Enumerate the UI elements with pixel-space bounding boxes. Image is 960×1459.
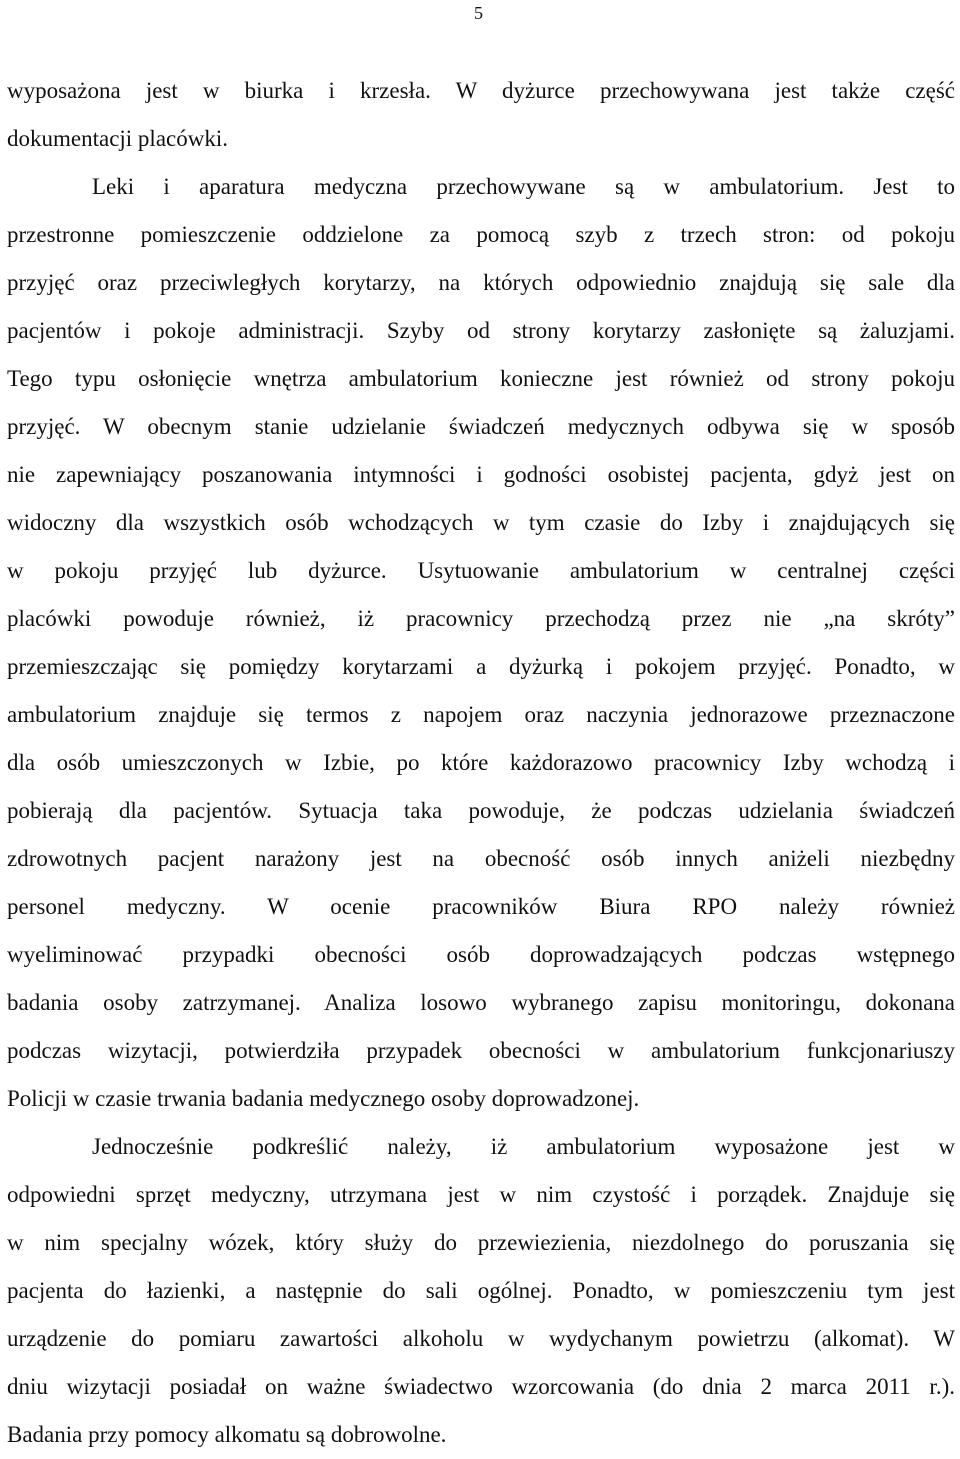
text-line: przestronne pomieszczenie oddzielone za pomocą szyb z trzech stron: od pokoju bbox=[7, 222, 955, 247]
text-line: w nim specjalny wózek, który służy do przewiezienia, niezdolnego do poruszania się bbox=[7, 1230, 955, 1255]
text-line: ambulatorium znajduje się termos z napojem oraz naczynia jednorazowe przeznaczone bbox=[7, 702, 955, 727]
text-line: zdrowotnych pacjent narażony jest na obecność osób innych aniżeli niezbędny bbox=[7, 846, 955, 871]
text-line: personel medyczny. W ocenie pracowników Biura RPO należy również bbox=[7, 894, 955, 919]
text-line: wyeliminować przypadki obecności osób doprowadzających podczas wstępnego bbox=[7, 942, 955, 967]
text-line: pacjentów i pokoje administracji. Szyby od strony korytarzy zasłonięte są żaluzjami. bbox=[7, 318, 955, 343]
document-body bbox=[7, 67, 955, 1459]
text-line: Tego typu osłonięcie wnętrza ambulatorium konieczne jest również od strony pokoju bbox=[7, 366, 955, 391]
text-line: odpowiedni sprzęt medyczny, utrzymana jest w nim czystość i porządek. Znajduje się bbox=[7, 1182, 955, 1207]
text-line: przemieszczając się pomiędzy korytarzami a dyżurką i pokojem przyjęć. Ponadto, w bbox=[7, 654, 955, 679]
text-line: Jednocześnie podkreślić należy, iż ambulatorium wyposażone jest w bbox=[92, 1134, 955, 1159]
text-line: Policji w czasie trwania badania medycznego osoby doprowadzonej. bbox=[7, 1086, 640, 1111]
text-line: widoczny dla wszystkich osób wchodzących w tym czasie do Izby i znajdujących się bbox=[7, 510, 955, 535]
text-line: dla osób umieszczonych w Izbie, po które każdorazowo pracownicy Izby wchodzą i bbox=[7, 750, 955, 775]
text-line: pobierają dla pacjentów. Sytuacja taka powoduje, że podczas udzielania świadczeń bbox=[7, 798, 955, 823]
page-number: 5 bbox=[474, 3, 483, 23]
text-line: pacjenta do łazienki, a następnie do sali ogólnej. Ponadto, w pomieszczeniu tym jest bbox=[7, 1278, 955, 1303]
text-line: dniu wizytacji posiadał on ważne świadectwo wzorcowania (do dnia 2 marca 2011 r.). bbox=[7, 1374, 955, 1399]
text-line: placówki powoduje również, iż pracownicy przechodzą przez nie „na skróty” bbox=[7, 606, 955, 631]
text-line: urządzenie do pomiaru zawartości alkoholu w wydychanym powietrzu (alkomat). W bbox=[7, 1326, 955, 1351]
text-line: dokumentacji placówki. bbox=[7, 126, 228, 151]
text-line: przyjęć oraz przeciwległych korytarzy, na których odpowiednio znajdują się sale dla bbox=[7, 270, 955, 295]
text-line: Leki i aparatura medyczna przechowywane są w ambulatorium. Jest to bbox=[92, 174, 955, 199]
text-line: w pokoju przyjęć lub dyżurce. Usytuowanie ambulatorium w centralnej części bbox=[7, 558, 955, 583]
text-line: wyposażona jest w biurka i krzesła. W dyżurce przechowywana jest także część bbox=[7, 78, 955, 103]
text-line: przyjęć. W obecnym stanie udzielanie świadczeń medycznych odbywa się w sposób bbox=[7, 414, 955, 439]
text-line: badania osoby zatrzymanej. Analiza losowo wybranego zapisu monitoringu, dokonana bbox=[7, 990, 955, 1015]
text-line: Badania przy pomocy alkomatu są dobrowolne. bbox=[7, 1422, 447, 1447]
text-line: nie zapewniający poszanowania intymności i godności osobistej pacjenta, gdyż jest on bbox=[7, 462, 955, 487]
text-line: podczas wizytacji, potwierdziła przypadek obecności w ambulatorium funkcjonariuszy bbox=[7, 1038, 955, 1063]
